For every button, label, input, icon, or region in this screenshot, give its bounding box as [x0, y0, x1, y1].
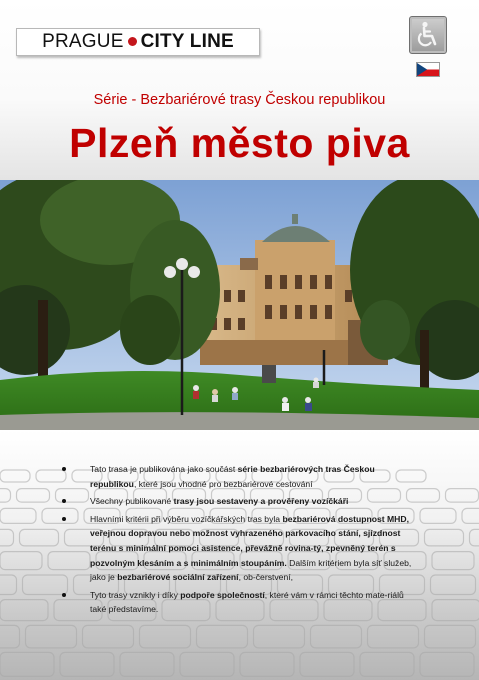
bullet-text: Tyto trasy vznikly i díky	[90, 589, 181, 600]
bullet-text: Dalším kritériem byla síť služeb, jako je	[90, 557, 412, 583]
bullet-text-bold: série bezbariérových tras Českou republikou	[90, 464, 375, 489]
logo-text-prague: PRAGUE	[42, 31, 124, 52]
bullet-text-bold: podpoře společností	[180, 589, 265, 600]
series-subtitle: Série - Bezbariérové trasy Českou republikou	[93, 92, 386, 108]
bullet-text: Tato trasa je publikována jako součást	[90, 464, 238, 474]
page-title: Plzeň město piva	[69, 120, 410, 166]
bullet-text: , které jsou vhodné pro bezbariérové cestování	[133, 478, 313, 489]
czech-flag-icon	[416, 62, 440, 77]
bullet-item	[62, 512, 422, 585]
bullet-text-bold: trasy jsou sestaveny a prověřeny vozíčkáři	[173, 496, 349, 507]
info-bullet-list	[62, 462, 422, 620]
bullet-text: Všechny publikované	[90, 496, 174, 507]
bullet-item	[62, 588, 422, 617]
bullet-item	[62, 494, 422, 509]
logo-text-city-line: CITY LINE	[140, 31, 234, 52]
prague-city-line-logo	[16, 28, 260, 56]
bullet-text: , které vám v rámci těchto mate-riálů také představíme.	[90, 589, 404, 615]
logo-dot	[128, 37, 137, 46]
bullet-item	[62, 462, 422, 491]
bullet-text: , ob-čerstvení,	[238, 572, 294, 583]
bullet-text: Hlavními kritérii při výběru vozíčkářských tras byla	[90, 513, 283, 524]
city-photo	[0, 180, 479, 430]
bullet-text-bold: bezbariérové sociální zařízení	[117, 572, 239, 583]
wheelchair-icon	[409, 16, 447, 54]
bullet-text-bold: bezbariérová dostupnost MHD, veřejnou dopravou nebo možnost vyhrazeného parkovacího stání, sjízdnost terénu s minimální pomoci asistence, převážně rovina-tý, zpevněný terén s pozvolným klesáním a s minimálním stoupáním.	[90, 513, 409, 568]
